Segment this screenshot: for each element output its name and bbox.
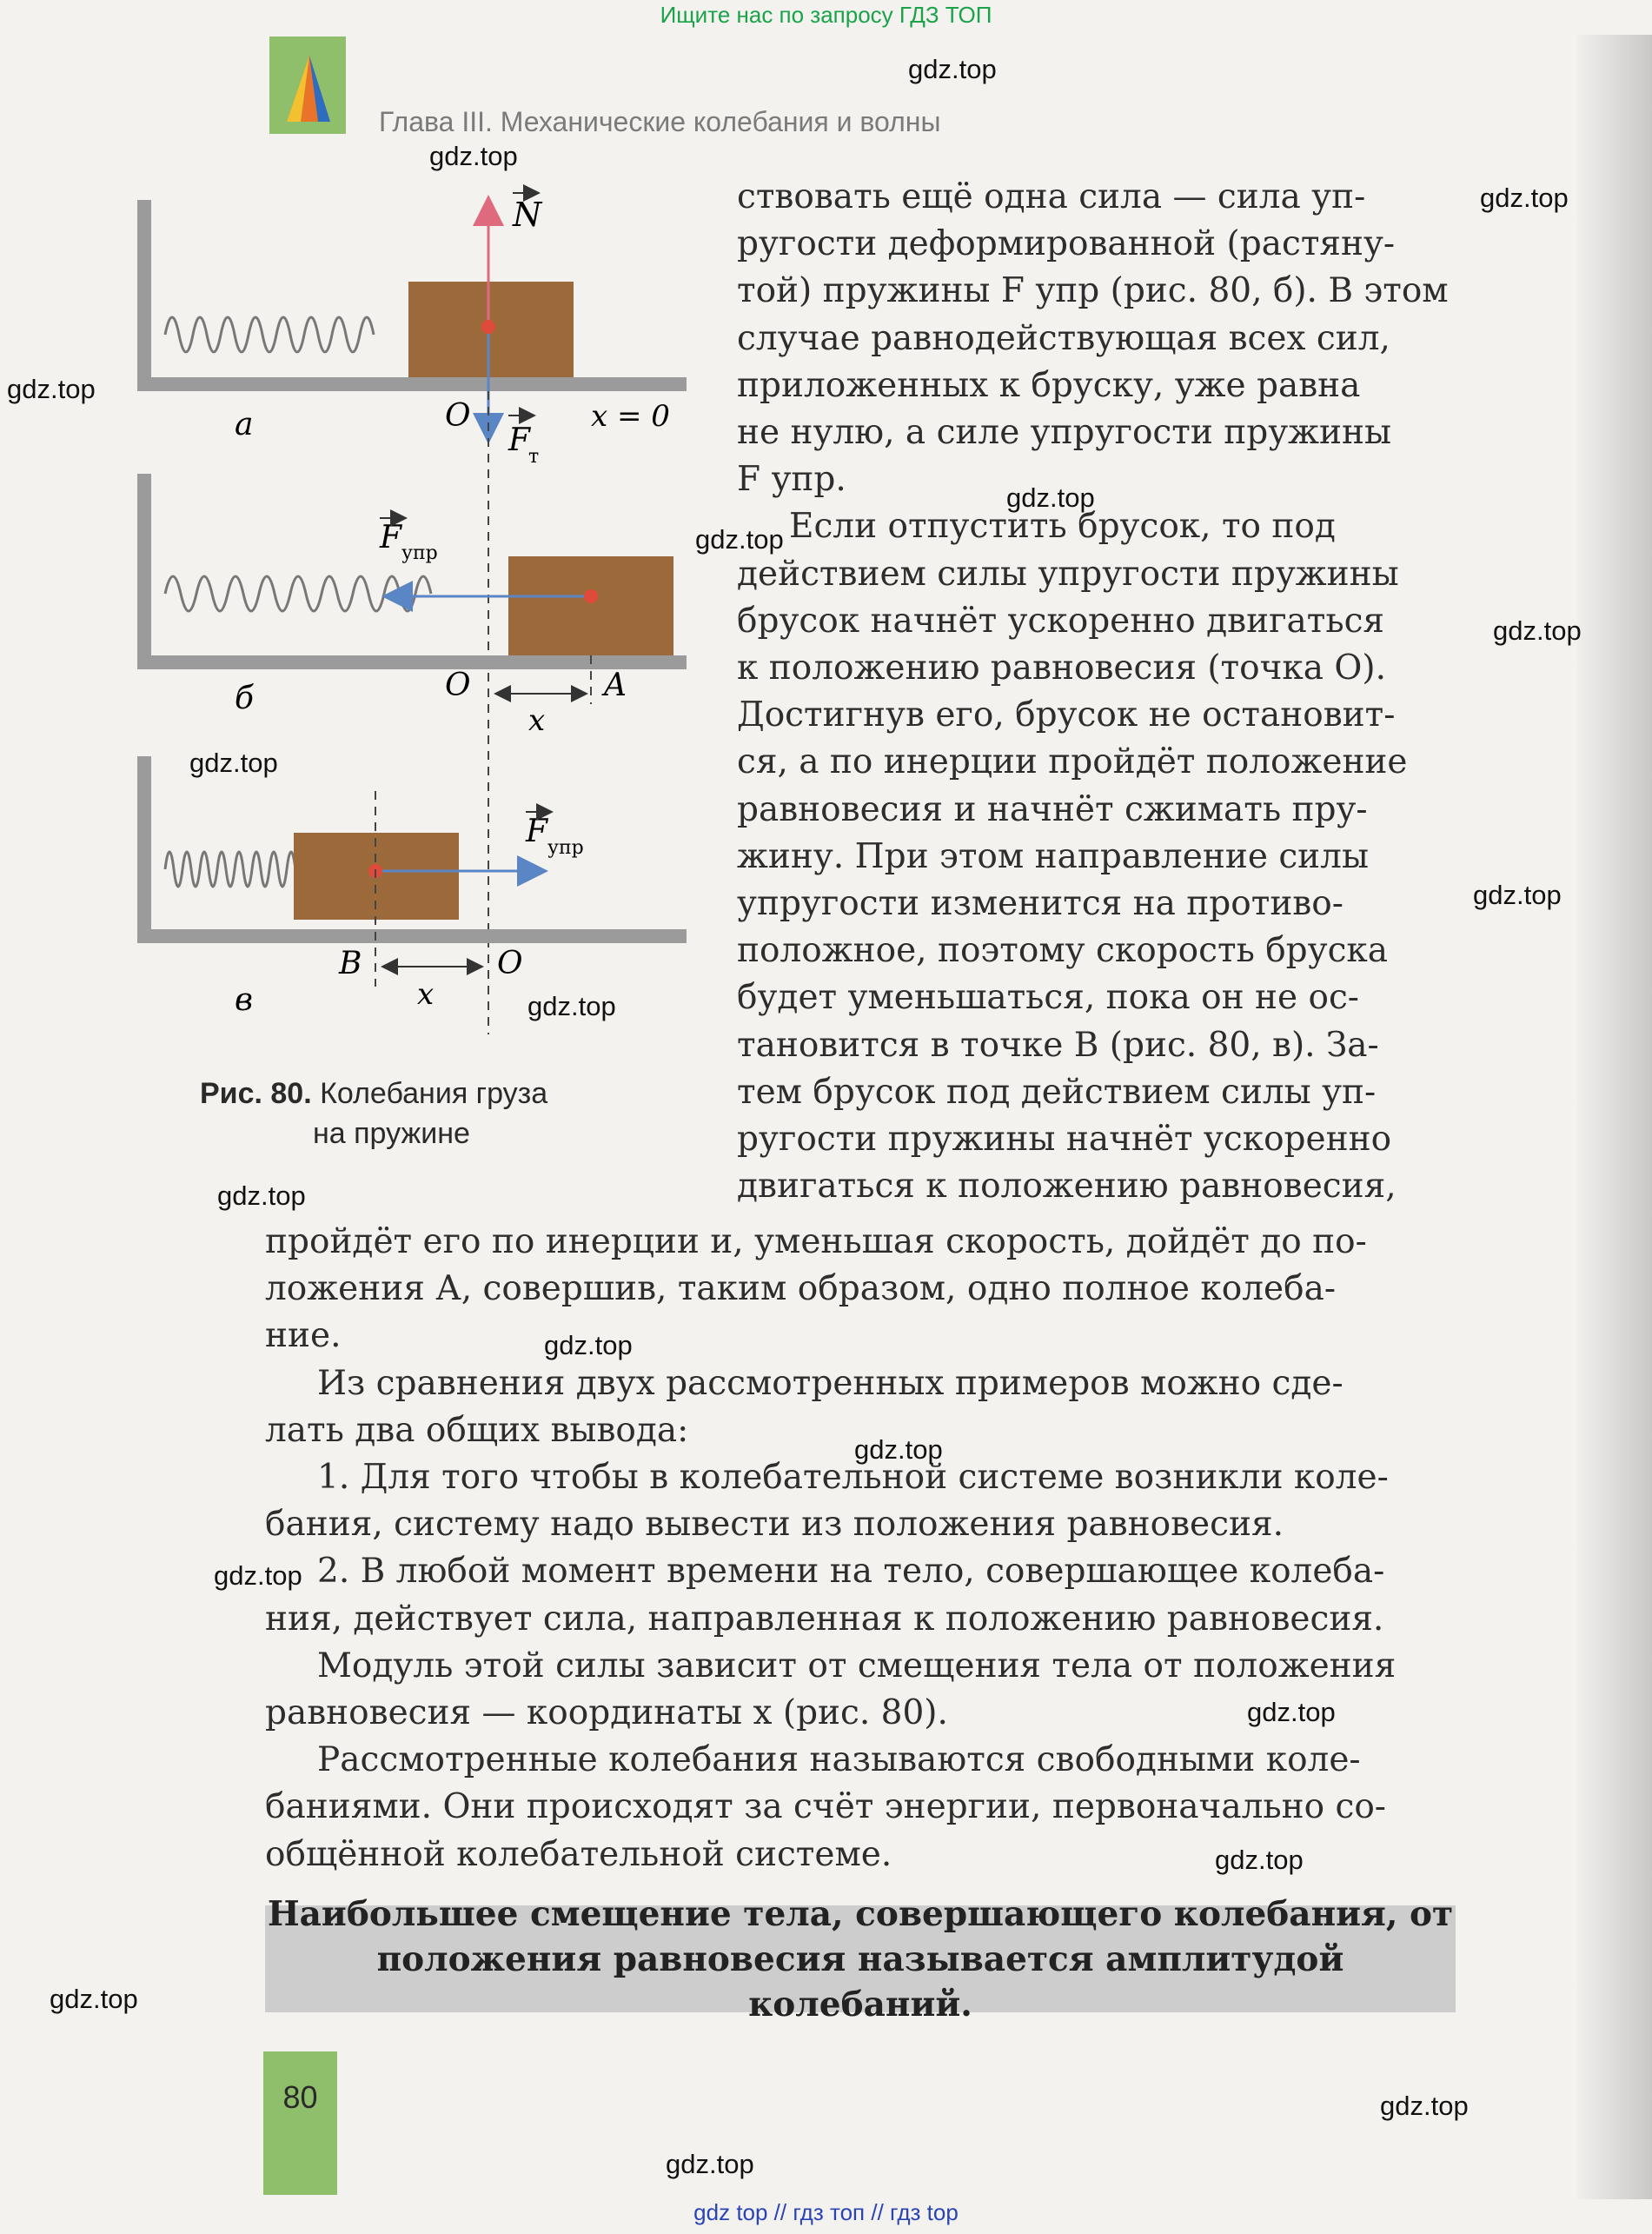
definition-box: Наибольшее смещение тела, совершающего колебания, от положения равновесия называется амплитудой колебаний. [265,1905,1456,2012]
origin-o-b: O [445,668,471,703]
text-line: бания, систему надо вывести из положения равновесия. [265,1505,1284,1545]
chapter-title: Глава III. Механические колебания и волны [379,106,941,137]
watermark[interactable]: gdz.top [1480,183,1569,213]
watermark[interactable]: gdz.top [695,524,784,555]
text-line: жину. При этом направление силы [737,836,1369,876]
text-line: будет уменьшаться, пока он не ос- [737,978,1359,1018]
text-line: к положению равновесия (точка О). [737,648,1386,688]
text-line: тем брусок под действием силы уп- [737,1072,1377,1112]
text-line: Модуль этой силы зависит от смещения тела от положения [317,1646,1397,1685]
disp-x-b: x [528,703,546,738]
watermark[interactable]: gdz.top [189,748,278,778]
text-line: положное, поэтому скорость бруска [737,931,1389,971]
text-line: равновесия — координаты x (рис. 80). [265,1693,948,1733]
top-banner[interactable]: Ищите нас по запросу ГДЗ ТОП [660,2,992,28]
text-line: равновесия и начнёт сжимать пру- [737,789,1368,829]
watermark[interactable]: gdz.top [1247,1697,1336,1727]
watermark[interactable]: gdz.top [1006,482,1095,513]
page-edge-shadow [1577,35,1652,2199]
watermark[interactable]: gdz.top [1473,880,1562,910]
point-b-label: B [339,946,362,981]
text-line: ся, а по инерции пройдёт положение [737,742,1408,782]
text-line: ложения А, совершив, таким образом, одно полное колеба- [265,1269,1337,1309]
text-line: брусок начнёт ускоренно двигаться [737,601,1385,641]
watermark[interactable]: gdz.top [908,54,997,84]
watermark[interactable]: gdz.top [1380,2091,1469,2121]
text-line: Если отпустить брусок, то под [789,507,1336,547]
x-zero-label: x = 0 [591,399,670,434]
page-number-tab [263,2051,337,2195]
logo-icon [269,37,346,134]
page-number: 80 [282,2079,318,2115]
force-ft-label: F [508,422,530,458]
force-fupr-v-sub: упр [547,837,584,859]
text-line: Рассмотренные колебания называются свободными коле- [317,1740,1361,1780]
text-line: ние. [265,1316,342,1356]
text-line: 1. Для того чтобы в колебательной системе возникли коле- [317,1458,1389,1498]
point-a-label: A [604,668,627,703]
origin-o-v: O [497,946,523,981]
text-line: 2. В любой момент времени на тело, совершающее колеба- [317,1552,1385,1592]
watermark[interactable]: gdz.top [1493,615,1582,646]
text-line: Достигнув его, брусок не остановит- [737,695,1396,735]
text-line: случае равнодействующая всех сил, [737,318,1390,358]
force-n-label: N [513,196,542,234]
watermark[interactable]: gdz.top [666,2149,754,2179]
watermark[interactable]: gdz.top [1215,1845,1304,1875]
figure-80 [130,174,695,1034]
panel-v [137,756,687,1018]
watermark[interactable]: gdz.top [7,374,96,404]
origin-o-a: O [445,398,471,434]
watermark[interactable]: gdz.top [50,1984,138,2014]
text-line: общённой колебательной системе. [265,1834,892,1874]
caption-line2: на пружине [313,1117,470,1150]
force-fupr-v: F [526,814,547,849]
text-line: ния, действует сила, направленная к положению равновесия. [265,1599,1384,1639]
caption-label: Рис. 80. [200,1077,312,1110]
watermark[interactable]: gdz.top [214,1560,302,1591]
text-line: упругости изменится на противо- [737,884,1343,924]
force-fupr-b-sub: упр [401,542,438,564]
watermark[interactable]: gdz.top [429,141,518,171]
text-line: Из сравнения двух рассмотренных примеров можно сде- [317,1363,1343,1403]
panel-v-letter: в [235,982,253,1018]
force-fupr-b: F [380,520,401,555]
text-line: двигаться к положению равновесия, [737,1167,1397,1207]
panel-a-letter: а [235,407,254,442]
text-line: не нулю, а силе упругости пружины [737,413,1392,453]
watermark[interactable]: gdz.top [854,1434,943,1465]
caption-line1: Колебания груза [320,1077,548,1110]
watermark[interactable]: gdz.top [527,991,616,1021]
text-line: лать два общих вывода: [265,1410,689,1450]
watermark[interactable]: gdz.top [217,1180,306,1211]
text-line: действием силы упругости пружины [737,554,1399,594]
right-column-text [737,174,1456,1210]
text-line: той) пружины F упр (рис. 80, б). В этом [737,271,1449,311]
text-line: тановится в точке В (рис. 80, в). За- [737,1025,1379,1065]
text-line: пройдёт его по инерции и, уменьшая скорость, дойдёт до по- [265,1222,1367,1261]
text-line: ругости пружины начнёт ускоренно [737,1120,1392,1160]
figure-caption [200,1074,643,1154]
text-line: ругости деформированной (растяну- [737,224,1396,264]
panel-b [137,474,687,738]
full-width-text [265,1219,1456,1878]
watermark[interactable]: gdz.top [544,1330,633,1360]
text-line: приложенных к бруску, уже равна [737,365,1361,405]
text-line: F упр. [737,460,846,500]
text-line: ствовать ещё одна сила — сила уп- [737,177,1366,216]
panel-b-letter: б [235,681,254,716]
chapter-tab [269,37,346,134]
force-ft-sub: т [528,446,540,468]
disp-x-v: x [417,977,435,1012]
text-line: баниями. Они происходят за счёт энергии, первоначально со- [265,1787,1386,1827]
footer-links[interactable]: gdz top // гдз топ // гдз top [693,2199,959,2225]
